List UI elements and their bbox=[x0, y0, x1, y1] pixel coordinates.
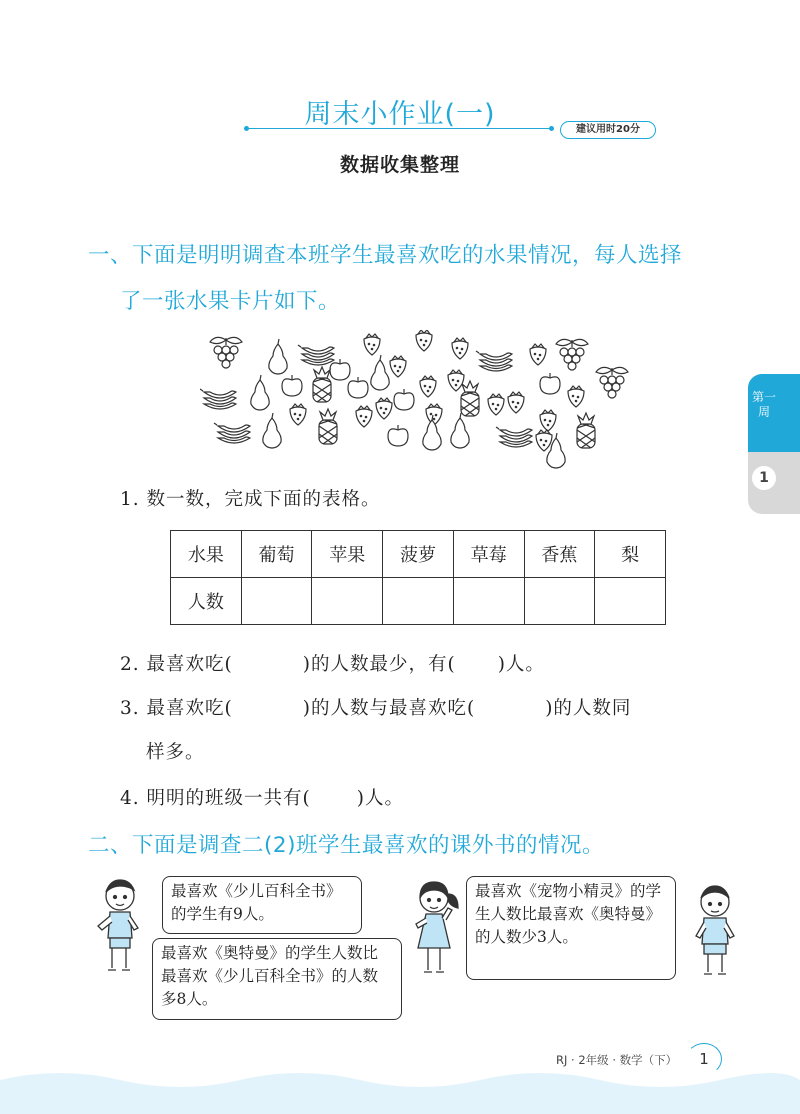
table-row bbox=[171, 578, 666, 625]
table-header-cell: 香蕉 bbox=[524, 531, 595, 578]
answer-cell[interactable] bbox=[595, 578, 666, 625]
section1-title-line1: 一、下面是明明调查本班学生最喜欢吃的水果情况，每人选择 bbox=[88, 243, 683, 268]
footer-book-info: RJ · 2年级 · 数学（下） bbox=[556, 1053, 678, 1067]
page-subtitle: 数据收集整理 bbox=[339, 154, 460, 176]
title-rule bbox=[248, 128, 550, 129]
boy-right-illustration bbox=[690, 884, 740, 980]
table-header-cell: 水果 bbox=[171, 531, 242, 578]
answer-cell[interactable] bbox=[241, 578, 312, 625]
question-3: 3. 最喜欢吃( )的人数与最喜欢吃( )的人数同 bbox=[120, 698, 632, 719]
answer-cell[interactable] bbox=[312, 578, 383, 625]
table-header-cell: 梨 bbox=[595, 531, 666, 578]
answer-cell[interactable] bbox=[453, 578, 524, 625]
answer-cell[interactable] bbox=[383, 578, 454, 625]
speech-bubble-1: 最喜欢《少儿百科全书》的学生有9人。 bbox=[162, 876, 362, 934]
week-number: 1 bbox=[752, 466, 776, 490]
question-4: 4. 明明的班级一共有( )人。 bbox=[120, 788, 404, 809]
speech-bubble-2: 最喜欢《奥特曼》的学生人数比最喜欢《少儿百科全书》的人数多8人。 bbox=[152, 938, 402, 1020]
time-badge: 建议用时20分 bbox=[560, 121, 656, 139]
speech-bubble-3: 最喜欢《宠物小精灵》的学生人数比最喜欢《奥特曼》的人数少3人。 bbox=[466, 876, 676, 980]
fruit-cards-illustration bbox=[200, 330, 640, 470]
question-1: 1. 数一数，完成下面的表格。 bbox=[120, 489, 381, 510]
table-header-cell: 菠萝 bbox=[383, 531, 454, 578]
table-row bbox=[171, 531, 666, 578]
section2-title: 二、下面是调查二(2)班学生最喜欢的课外书的情况。 bbox=[88, 833, 604, 858]
page-title: 周末小作业(一) bbox=[304, 99, 496, 130]
fruit-count-table bbox=[170, 530, 666, 625]
answer-cell[interactable] bbox=[524, 578, 595, 625]
page-number: 1 bbox=[686, 1043, 722, 1075]
week-label: 第一周 bbox=[751, 390, 776, 419]
table-row-label: 人数 bbox=[171, 578, 242, 625]
bottom-wave-decoration bbox=[0, 1060, 800, 1114]
week-side-tab bbox=[748, 374, 800, 514]
section1-title-line2: 了一张水果卡片如下。 bbox=[120, 289, 341, 314]
boy-left-illustration bbox=[92, 878, 148, 978]
table-header-cell: 苹果 bbox=[312, 531, 383, 578]
table-header-cell: 葡萄 bbox=[241, 531, 312, 578]
table-header-cell: 草莓 bbox=[453, 531, 524, 578]
girl-illustration bbox=[404, 880, 464, 984]
question-2: 2. 最喜欢吃( )的人数最少，有( )人。 bbox=[120, 654, 545, 675]
question-3-continued: 样多。 bbox=[146, 742, 205, 763]
